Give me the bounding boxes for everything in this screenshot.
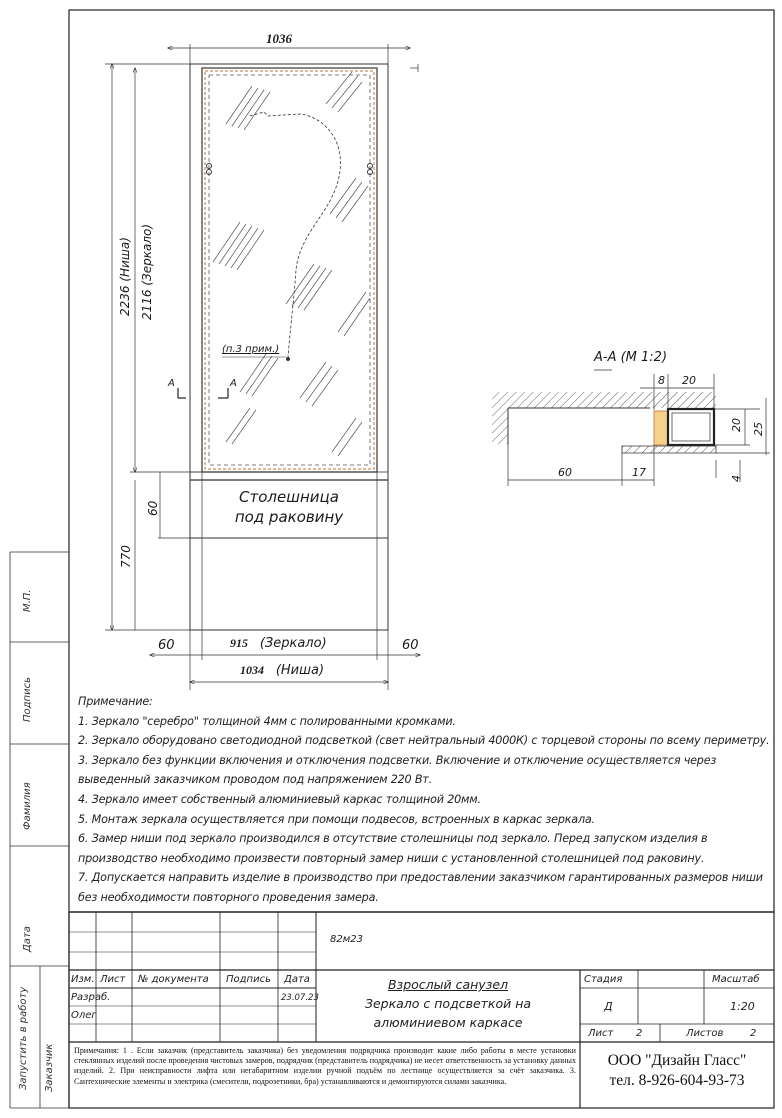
col-izm: Изм. [71, 974, 95, 985]
dim-right-60: 60 [402, 638, 419, 653]
notes-heading: Примечание: [78, 695, 153, 708]
note-item: 1. Зеркало "серебро" толщиной 4мм с полированными кромками. [78, 714, 456, 728]
stadiya-label: Стадия [584, 974, 623, 985]
niche-width-lbl: (Ниша) [275, 663, 325, 678]
scale-label: Масштаб [712, 974, 760, 985]
dim-top-width: 1036 [266, 31, 292, 46]
side-label-familiya: Фамилия [22, 782, 33, 830]
countertop-line2: под раковину [234, 508, 344, 526]
dim-height-niche: 2236 (Ниша) [118, 237, 132, 316]
col-doc: № документа [138, 974, 209, 985]
section-d17: 17 [632, 466, 646, 479]
note-item: 7. Допускается направить изделие в производство при предоставлении заказчиком гарантированных размеров ниши без необходимости повторного проведения замера. [78, 871, 763, 904]
note-item: 4. Зеркало имеет собственный алюминиевый каркас толщиной 20мм. [78, 792, 481, 806]
product-line2: алюминиевом каркасе [373, 1015, 523, 1030]
section-a-a [492, 370, 770, 486]
note-item: 2. Зеркало оборудовано светодиодной подсветкой (свет нейтральный 4000К) с торцевой стороны по всему периметру. [78, 734, 770, 748]
col-data: Дата [284, 974, 310, 985]
razrab: Разраб. [71, 992, 111, 1003]
note-item: 3. Зеркало без функции включения и отключения подсветки. Включение и отключение осуществляется через выведенный заказчиком проводом под напряжением 220 Вт. [78, 753, 717, 787]
section-mark-left: A [168, 378, 175, 389]
section-d25: 25 [752, 422, 765, 436]
notes-block [78, 692, 772, 908]
dim-niche-width [240, 663, 324, 678]
aluminium-frame [668, 409, 714, 445]
doc-code: 82м23 [330, 934, 363, 945]
oleg: Олег [71, 1010, 97, 1021]
company-phone: тел. 8-926-604-93-73 [609, 1072, 745, 1089]
dim-mirror-width [230, 636, 327, 651]
mirror-width-lbl: (Зеркало) [259, 636, 327, 651]
section-title: А-А (М 1:2) [594, 350, 668, 365]
note-item: 6. Замер ниши под зеркало производился в отсутствие столешницы под зеркало. Перед запуском изделия в производство необходимо произвести повторный замер ниши с установленной столешницей под раковину. [78, 832, 708, 865]
dim-gap-60-vertical: 60 [146, 500, 160, 516]
dim-left-60: 60 [158, 638, 175, 653]
side-label-podpis: Подпись [22, 677, 33, 722]
section-d60: 60 [558, 466, 572, 479]
company-name: ООО "Дизайн Гласс" [607, 1052, 747, 1069]
mirror-elevation [105, 44, 420, 690]
list-value: 2 [636, 1028, 643, 1039]
dim-lower-770: 770 [119, 545, 133, 568]
section-d20-side: 20 [730, 418, 743, 432]
section-mark-right: A [230, 378, 237, 389]
col-list: Лист [100, 974, 126, 985]
section-d8: 8 [658, 374, 665, 387]
mirror-outer [202, 68, 377, 472]
small-notes: Примечания: 1 . Если заказчик (представитель заказчика) без уведомления подрядчика производит какие либо работы в месте установки стеклянных изделий после проведения чистовых замеров, подрядчик (представитель подрядчика) не несет ответственность за установку данных изделий. 2. При неисправности лифта или негабаритном изделии ручной подъём по лестнице осуществляется за счёт заказчика. 3. Сантехнические элементы и электрика (смесители, подрозетники, бра) устанавливаются и демонтируются силами заказчика. [74, 1046, 576, 1086]
listov-label: Листов [686, 1028, 724, 1039]
mirror-width-num: 915 [230, 636, 248, 650]
project-name: Взрослый санузел [387, 977, 509, 992]
scale-value: 1:20 [730, 1000, 755, 1013]
stage-value: Д [604, 1000, 613, 1013]
listov-value: 2 [750, 1028, 757, 1039]
side-label-mp: М.П. [22, 589, 33, 612]
sheet-frame [69, 10, 774, 1108]
countertop-line1: Столешница [239, 488, 339, 506]
side-label-zakazchik: Заказчик [44, 1043, 55, 1092]
section-d20-top: 20 [682, 374, 696, 387]
note-item: 5. Монтаж зеркала осуществляется при помощи подвесов, встроенных в каркас зеркала. [78, 812, 595, 826]
detail-note: (п.3 прим.) [222, 344, 280, 355]
list-label: Лист [588, 1028, 614, 1039]
product-line1: Зеркало с подсветкой на [364, 996, 532, 1011]
side-label-data: Дата [22, 926, 33, 952]
date-value: 23.07.23 [281, 993, 319, 1003]
niche-width-num: 1034 [240, 663, 264, 677]
countertop-label [190, 487, 388, 527]
section-d4: 4 [730, 475, 743, 482]
side-label-zapustit: Запустить в работу [18, 986, 29, 1090]
dim-height-mirror: 2116 (Зеркало) [140, 223, 154, 320]
col-podpis: Подпись [226, 974, 271, 985]
